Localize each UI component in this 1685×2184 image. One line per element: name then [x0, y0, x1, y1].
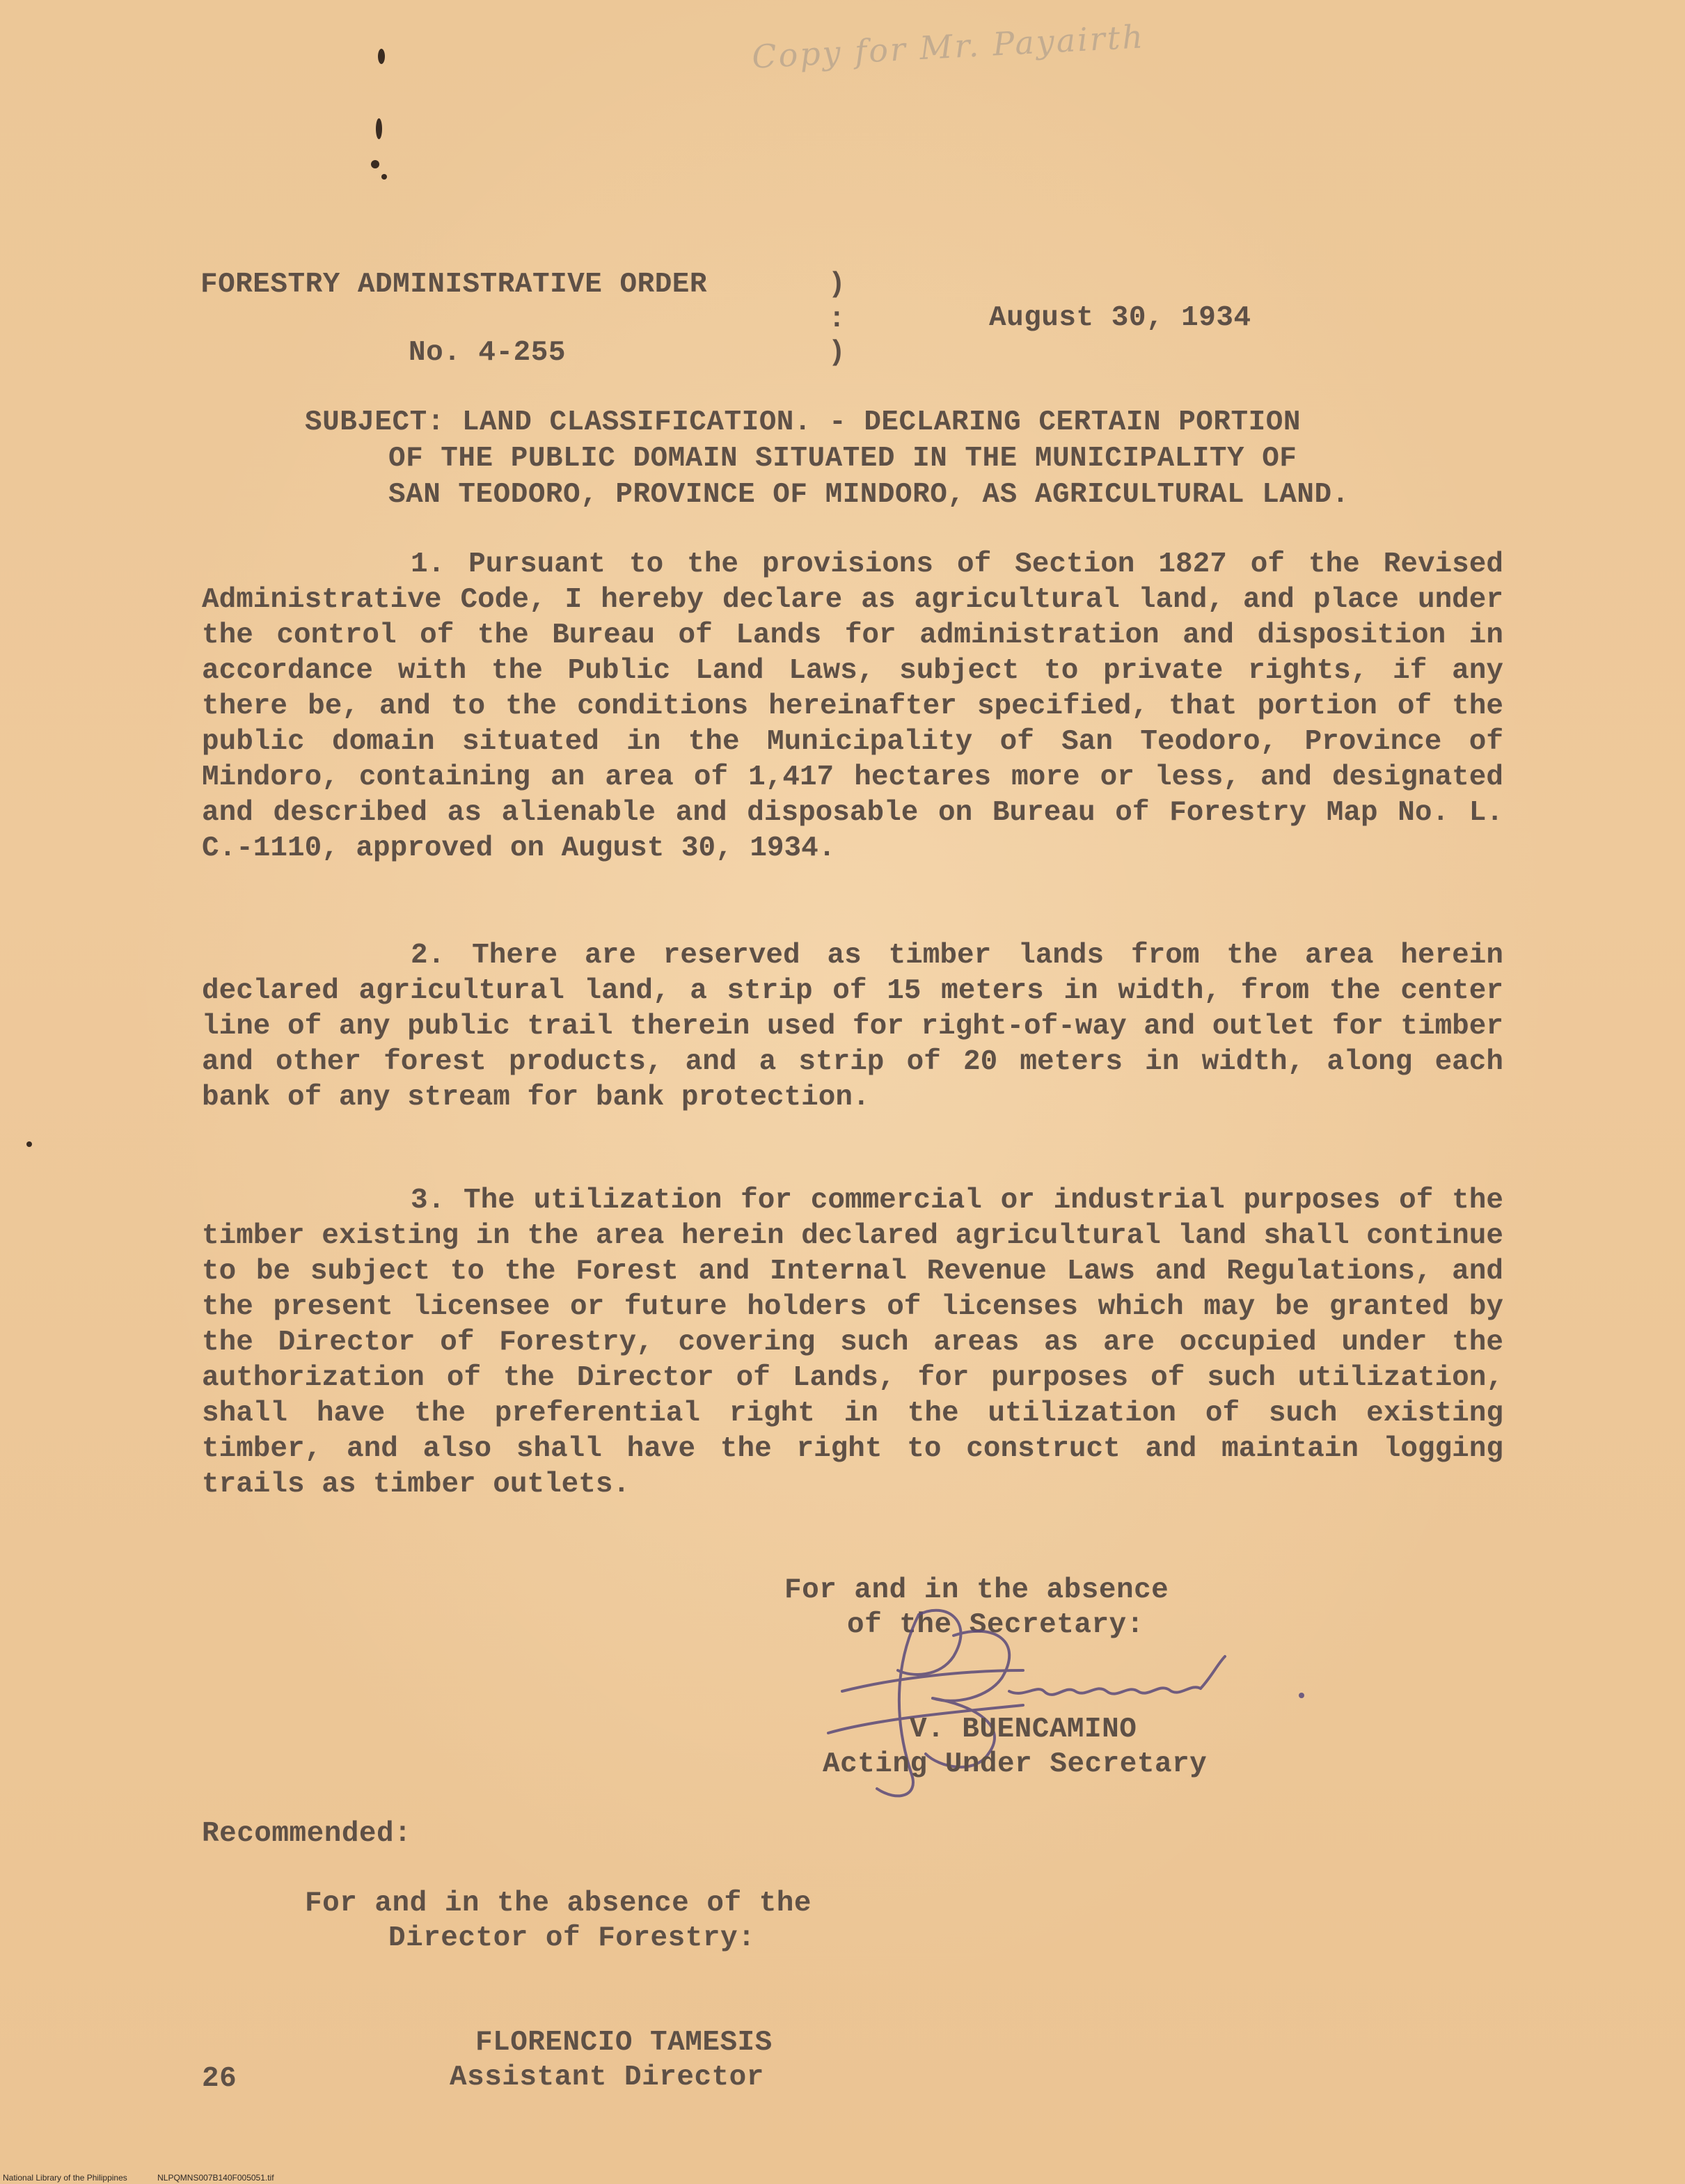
footer-file: NLPQMNS007B140F005051.tif	[157, 2173, 274, 2183]
subject-line: SUBJECT: LAND CLASSIFICATION. - DECLARING CERTAIN PORTION	[305, 406, 1301, 438]
footer-library: National Library of the Philippines	[3, 2173, 127, 2183]
paragraph-2: 2. There are reserved as timber lands from the area herein declared agricultural land, a strip of 15 meters in width, from the center line of any public trail therein used for right-of-way and outlet for timber and other forest products, and a strip of 20 meters in width, along each bank of any stream for bank protection.	[202, 940, 1503, 1114]
staple-mark	[381, 174, 387, 180]
signature-preamble: of the Secretary:	[847, 1609, 1144, 1641]
scan-footer	[3, 2173, 302, 2183]
recommender-title: Assistant Director	[450, 2062, 764, 2094]
bracket: )	[828, 269, 846, 301]
speck	[26, 1141, 32, 1147]
recommended-line: Director of Forestry:	[388, 1922, 756, 1954]
signature-preamble: For and in the absence	[784, 1574, 1169, 1606]
handwritten-signature	[814, 1594, 1315, 1823]
signatory-title: Acting Under Secretary	[823, 1748, 1208, 1780]
paragraph-1: 1. Pursuant to the provisions of Section 1827 of the Revised Administrative Code, I hereby declare as agricultural land, and place under the control of the Bureau of Lands for administration and disposition in accordance with the Public Land Laws, subject to private rights, if any there be, and to the conditions hereinafter specified, that portion of the public domain situated in the Municipality of San Teodoro, Province of Mindoro, containing an area of 1,417 hectares more or less, and designated and described as alienable and disposable on Bureau of Forestry Map No. L. C.-1110, approved on August 30, 1934.	[202, 548, 1503, 864]
recommended-label: Recommended:	[202, 1818, 412, 1850]
paragraph-3: 3. The utilization for commercial or industrial purposes of the timber existing in the area herein declared agricultural land shall continue to be subject to the Forest and Internal Revenue Laws and Regulations, and the present licensee or future holders of licenses which may be granted by the Director of Forestry, covering such areas as are occupied under the authorization of the Director of Lands, for purposes of such utilization, shall have the preferential right in the utilization of such existing timber, and also shall have the right to construct and maintain logging trails as timber outlets.	[202, 1185, 1503, 1501]
order-number: No. 4-255	[409, 337, 566, 369]
recommender-name: FLORENCIO TAMESIS	[475, 2027, 773, 2059]
page-number: 26	[202, 2063, 237, 2095]
subject-line: SAN TEODORO, PROVINCE OF MINDORO, AS AGRICULTURAL LAND.	[388, 479, 1350, 511]
staple-mark	[371, 160, 379, 168]
subject-line: OF THE PUBLIC DOMAIN SITUATED IN THE MUNICIPALITY OF	[388, 443, 1297, 475]
staple-mark	[378, 49, 385, 64]
recommended-line: For and in the absence of the	[305, 1888, 812, 1920]
order-title: FORESTRY ADMINISTRATIVE ORDER	[200, 269, 708, 301]
staple-mark	[376, 118, 382, 139]
bracket: )	[828, 337, 846, 369]
handwritten-annotation: Copy for Mr. Payairth	[750, 17, 1146, 76]
order-date: August 30, 1934	[989, 302, 1251, 334]
signatory-name: V. BUENCAMINO	[910, 1714, 1137, 1746]
bracket: :	[828, 303, 846, 335]
